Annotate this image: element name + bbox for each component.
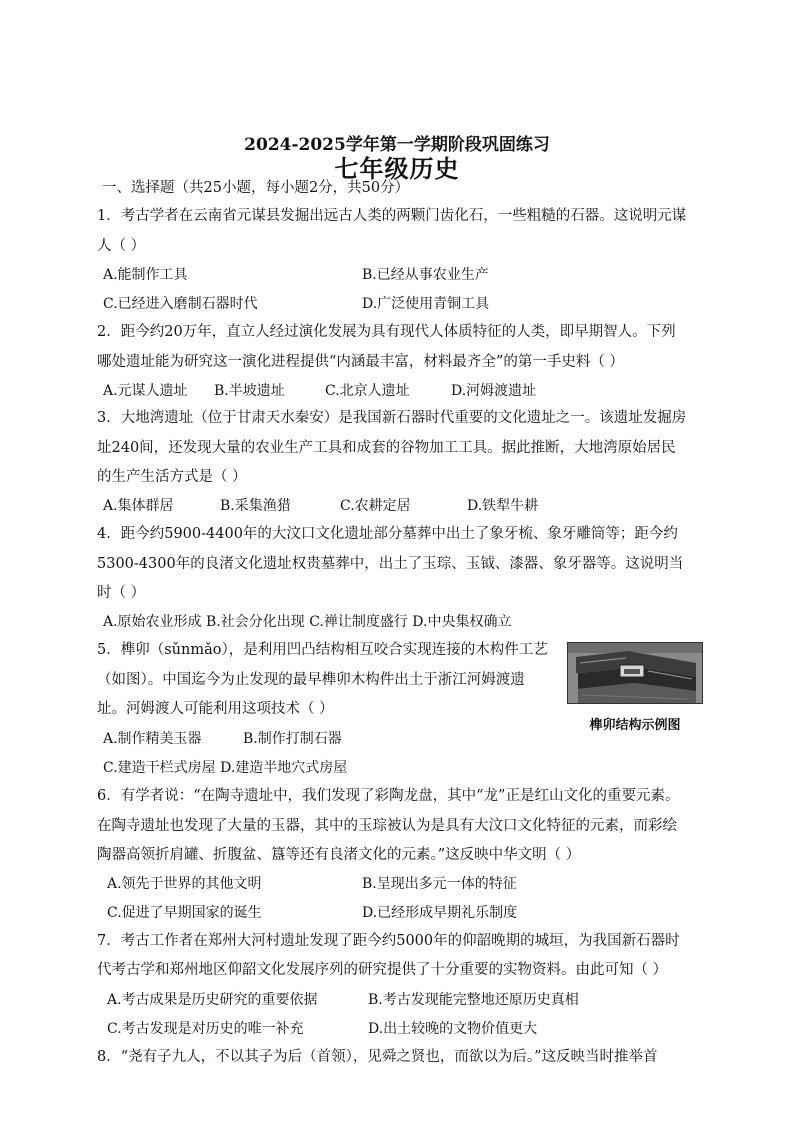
q3-option-c: C.农耕定居 [340, 498, 411, 514]
q6-option-d: D.已经形成早期礼乐制度 [362, 905, 518, 921]
q4-stem-line3: 时（ ） [97, 585, 146, 601]
q7-option-d: D.出土较晚的文物价值更大 [368, 1021, 538, 1037]
q6-option-a: A.领先于世界的其他文明 [107, 876, 262, 892]
q7-stem-line2: 代考古学和郑州地区仰韶文化发展序列的研究提供了十分重要的实物资料。由此可知（ ） [97, 962, 668, 978]
figure-caption: 榫卯结构示例图 [589, 718, 681, 733]
q3-stem-line2: 址240间，还发现大量的农业生产工具和成套的谷物加工工具。据此推断，大地湾原始居民 [97, 440, 676, 456]
q3-option-a: A.集体群居 [103, 498, 174, 514]
q7-option-b: B.考古发现能完整地还原历史真相 [368, 992, 579, 1008]
q5-option-cd: C.建造干栏式房屋 D.建造半地穴式房屋 [103, 760, 348, 776]
q7-stem-line1: 7．考古工作者在郑州大河村遗址发现了距今约5000年的仰韶晚期的城垣，为我国新石器时 [97, 933, 680, 949]
q2-option-b: B.半坡遗址 [214, 383, 285, 399]
q5-option-a: A.制作精美玉器 [103, 731, 202, 747]
q3-stem-line3: 的生产生活方式是（ ） [97, 469, 247, 485]
q1-option-b: B.已经从事农业生产 [362, 267, 489, 283]
q1-stem-line2: 人（ ） [97, 238, 146, 254]
q4-stem-line1: 4．距今约5900-4400年的大汶口文化遗址部分墓葬中出土了象牙梳、象牙雕筒等；距今约 [97, 526, 678, 542]
q1-stem-line1: 1．考古学者在云南省元谋县发掘出远古人类的两颗门齿化石，一些粗糙的石器。这说明元谋 [97, 208, 687, 224]
q3-option-b: B.采集渔猎 [220, 498, 291, 514]
exam-title: 2024-2025学年第一学期阶段巩固练习 [244, 135, 550, 155]
q6-stem-line2: 在陶寺遗址也发现了大量的玉器，其中的玉琮被认为是具有大汶口文化特征的元素，而彩绘 [97, 818, 677, 834]
q6-stem-line1: 6．有学者说：“在陶寺遗址中，我们发现了彩陶龙盘，其中“龙”正是红山文化的重要元素。 [97, 788, 680, 804]
q2-option-d: D.河姆渡遗址 [451, 383, 537, 399]
q8-stem-line1: 8．“尧有子九人，不以其子为后（首领），见舜之贤也，而欲以为后。”这反映当时推举首 [97, 1049, 658, 1065]
q5-stem-line3: 址。河姆渡人可能利用这项技术（ ） [97, 701, 334, 717]
q6-stem-line3: 陶器高领折肩罐、折腹盆、簋等还有良渚文化的元素。”这反映中华文明（ ） [97, 847, 581, 863]
mortise-tenon-figure [567, 642, 703, 736]
q6-option-c: C.促进了早期国家的诞生 [107, 905, 262, 921]
q7-option-c: C.考古发现是对历史的唯一补充 [107, 1021, 304, 1037]
q6-option-b: B.呈现出多元一体的特征 [362, 876, 517, 892]
q2-option-c: C.北京人遗址 [325, 383, 410, 399]
q3-stem-line1: 3．大地湾遗址（位于甘肃天水秦安）是我国新石器时代重要的文化遗址之一。该遗址发掘房 [97, 410, 687, 426]
q3-option-d: D.铁犁牛耕 [467, 498, 539, 514]
q4-stem-line2: 5300-4300年的良渚文化遗址权贵墓葬中，出土了玉琮、玉钺、漆器、象牙器等。这说明当 [97, 556, 684, 572]
q5-option-b: B.制作打制石器 [243, 731, 342, 747]
mortise-tenon-image [567, 642, 703, 704]
q2-stem-line2: 哪处遗址能为研究这一演化进程提供“内涵最丰富，材料最齐全”的第一手史料（ ） [97, 354, 624, 370]
q5-stem-line2: （如图）。中国迄今为止发现的最早榫卯木构件出土于浙江河姆渡遗 [97, 672, 525, 688]
q2-stem-line1: 2．距今约20万年，直立人经过演化发展为具有现代人体质特征的人类，即早期智人。下列 [97, 324, 676, 340]
q1-option-d: D.广泛使用青铜工具 [362, 296, 490, 312]
section-heading: 一、选择题（共25小题，每小题2分，共50分） [102, 180, 410, 196]
q2-option-a: A.元谋人遗址 [103, 383, 188, 399]
q7-option-a: A.考古成果是历史研究的重要依据 [107, 992, 318, 1008]
q1-option-a: A.能制作工具 [103, 267, 188, 283]
q5-stem-line1: 5．榫卯（sǔnmǎo），是利用凹凸结构相互咬合实现连接的木构件工艺 [97, 642, 548, 658]
q4-options: A.原始农业形成 B.社会分化出现 C.禅让制度盛行 D.中央集权确立 [103, 614, 512, 630]
subject-title: 七年级历史 [334, 154, 460, 183]
q1-option-c: C.已经进入磨制石器时代 [103, 296, 258, 312]
